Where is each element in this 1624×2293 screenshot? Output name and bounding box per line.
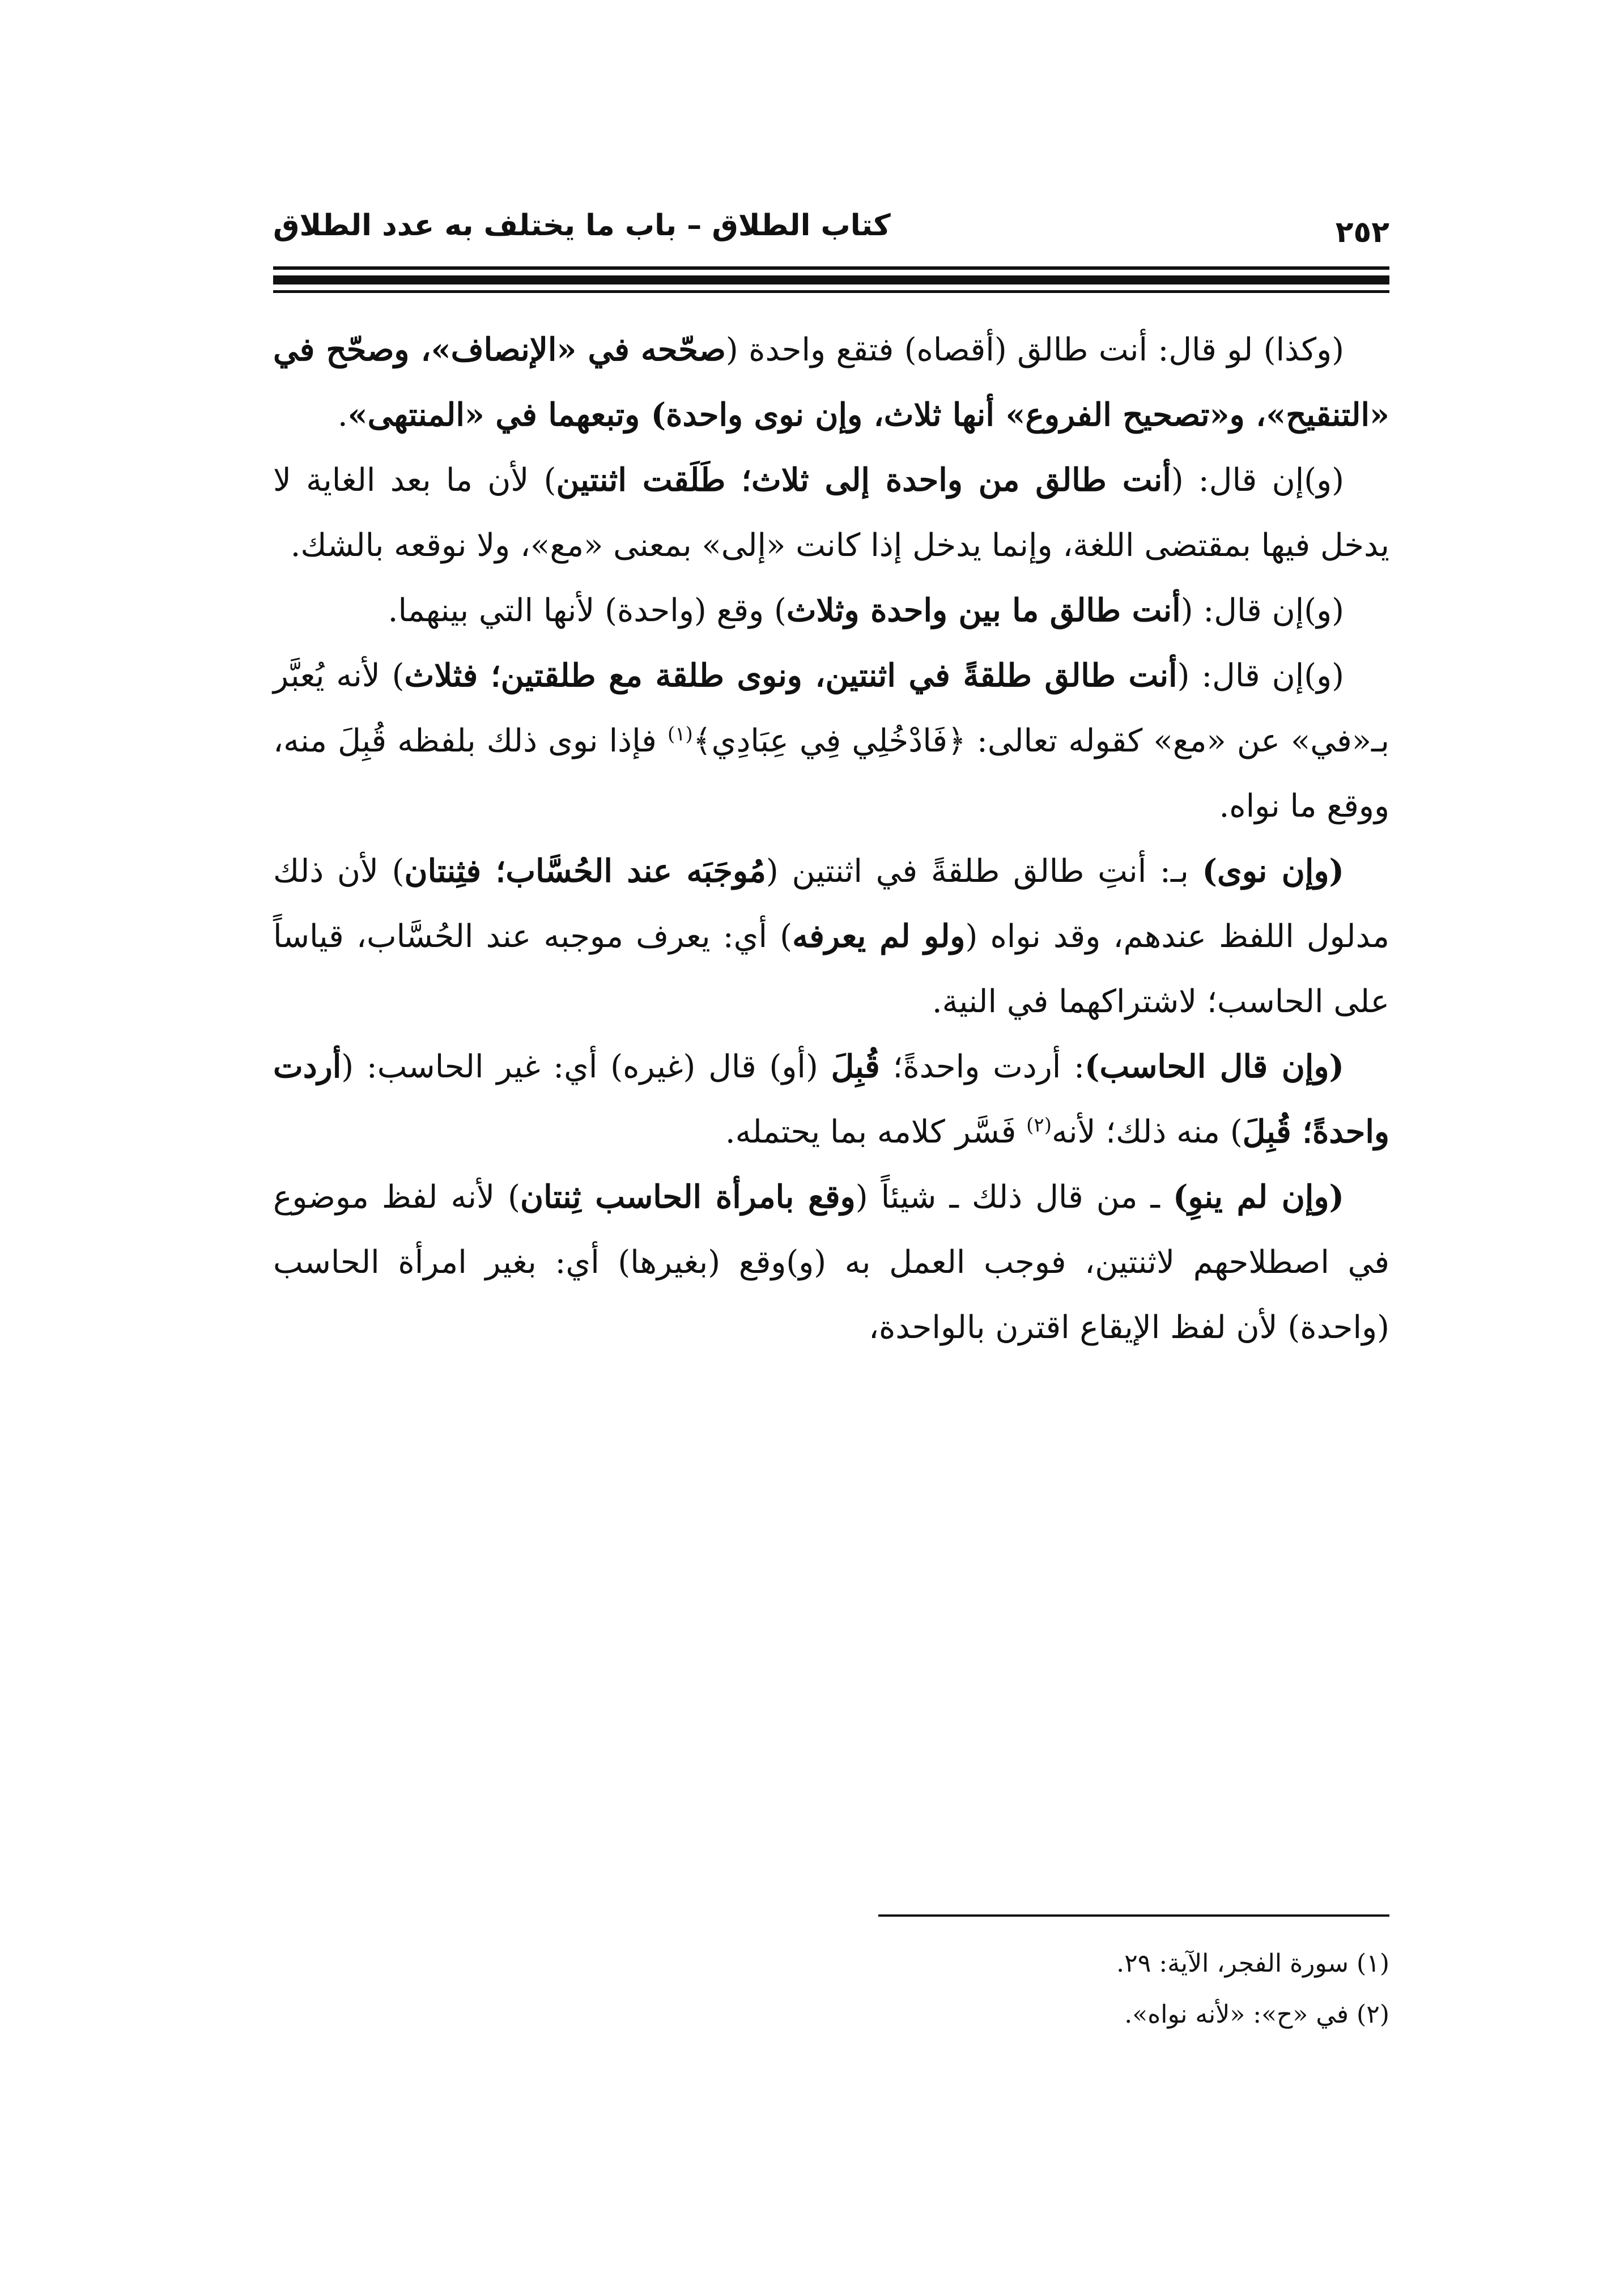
text-segment: (أو) قال (غيره) أي: غير الحاسب: ( [341,1048,831,1085]
paragraph [273,448,1389,578]
text-segment: ) منه ذلك؛ لأنه [1051,1114,1243,1150]
text-segment: ) لأنه لفظ موضوع في اصطلاحهم لاثنتين، فوجب العمل به (و)وقع (بغيرها) أي: بغير امرأة الحاسب (واحدة) لأن لفظ الإيقاع اقترن بالواحدة، [273,1179,1389,1346]
header-rule [273,266,1389,270]
bold-segment: أردت واحدةً؛ قُبِلَ [273,1048,1389,1150]
running-title: كتاب الطلاق – باب ما يختلف به عدد الطلاق [273,209,891,243]
text-segment: ) وقع (واحدة) لأنها التي بينهما. [388,592,787,629]
page-number: ٢٥٢ [1335,215,1389,249]
footnote-1: (١) سورة الفجر، الآية: ٢٩. [1116,1949,1389,1978]
footnotes [273,1938,1389,2040]
text-segment: ) لأن ما بعد الغاية لا يدخل فيها بمقتضى اللغة، وإنما يدخل إذا كانت «إلى» بمعنى «مع»، ولا نوقعه بالشك. [273,462,1389,564]
bold-segment: ولو لم يعرفه [792,918,966,955]
bold-segment: وقع بامرأة الحاسب ثِنتان [520,1178,856,1216]
footnote-separator [878,1914,1389,1917]
text-segment: بـ: أنتِ طالق طلقةً في اثنتين ( [766,853,1202,890]
bold-segment: أنت طالق طلقةً في اثنتين، ونوى طلقة مع طلقتين؛ فثلاث [404,657,1177,694]
bold-segment: (وإن نوى) [1202,852,1345,890]
paragraph [273,1034,1389,1165]
footnote-ref: (٢) [1026,1114,1052,1137]
text-segment: ) لأن ذلك مدلول اللفظ عندهم، وقد نواه ( [273,853,1390,955]
text-segment: فَسَّر كلامه بما يحتمله. [725,1114,1027,1150]
main-text [273,317,1389,1360]
paragraph [273,317,1389,448]
paragraph [273,643,1389,839]
bold-segment: (وإن قال الحاسب) [1085,1048,1344,1085]
bold-segment: أنت طالق من واحدة إلى ثلاث؛ طَلَقت اثنتين [556,461,1171,499]
text-segment: ) أي: يعرف موجبه عند الحُسَّاب، قياساً على الحاسب؛ لاشتراكهما في النية. [273,918,1389,1020]
bold-segment: أنت طالق ما بين واحدة وثلاث [786,592,1181,629]
text-segment: ) لأنه يُعبَّر بـ«في» عن «مع» كقوله تعالى: ﴿فَادْخُلِي فِي عِبَادِي﴾ [273,657,1389,759]
paragraph [273,578,1389,643]
text-segment: : أردت واحدةً؛ [879,1048,1085,1085]
text-segment: (و)إن قال: ( [1171,462,1344,499]
header-rule-bottom [273,290,1389,293]
text-segment: (و)إن قال: ( [1177,657,1344,694]
bold-segment: صحّحه في «الإنصاف»، وصحّح في «التنقيح»، و«تصحيح الفروع» أنها ثلاث، وإن نوى واحدة) وتبعهما في «المنتهى» [273,331,1389,434]
bold-segment: قُبِلَ [831,1048,880,1085]
header-rule-thick [273,275,1389,284]
running-header [273,198,1389,255]
paragraph [273,1165,1389,1360]
text-segment: . [337,397,348,434]
text-segment: ـ من قال ذلك ـ شيئاً ( [855,1179,1173,1216]
text-segment: (و)إن قال: ( [1180,592,1344,629]
text-segment: فإذا نوى ذلك بلفظه قُبِلَ منه، ووقع ما نواه. [273,723,1389,825]
text-segment: (وكذا) لو قال: أنت طالق (أقصاه) فتقع واحدة ( [725,332,1344,368]
bold-segment: مُوجَبَه عند الحُسَّاب؛ فثِنتان [404,852,766,890]
paragraph [273,839,1389,1034]
footnote-ref: (١) [668,723,693,746]
bold-segment: (وإن لم ينوِ) [1173,1178,1345,1216]
footnote-2: (٢) في «ح»: «لأنه نواه». [1124,2000,1389,2029]
